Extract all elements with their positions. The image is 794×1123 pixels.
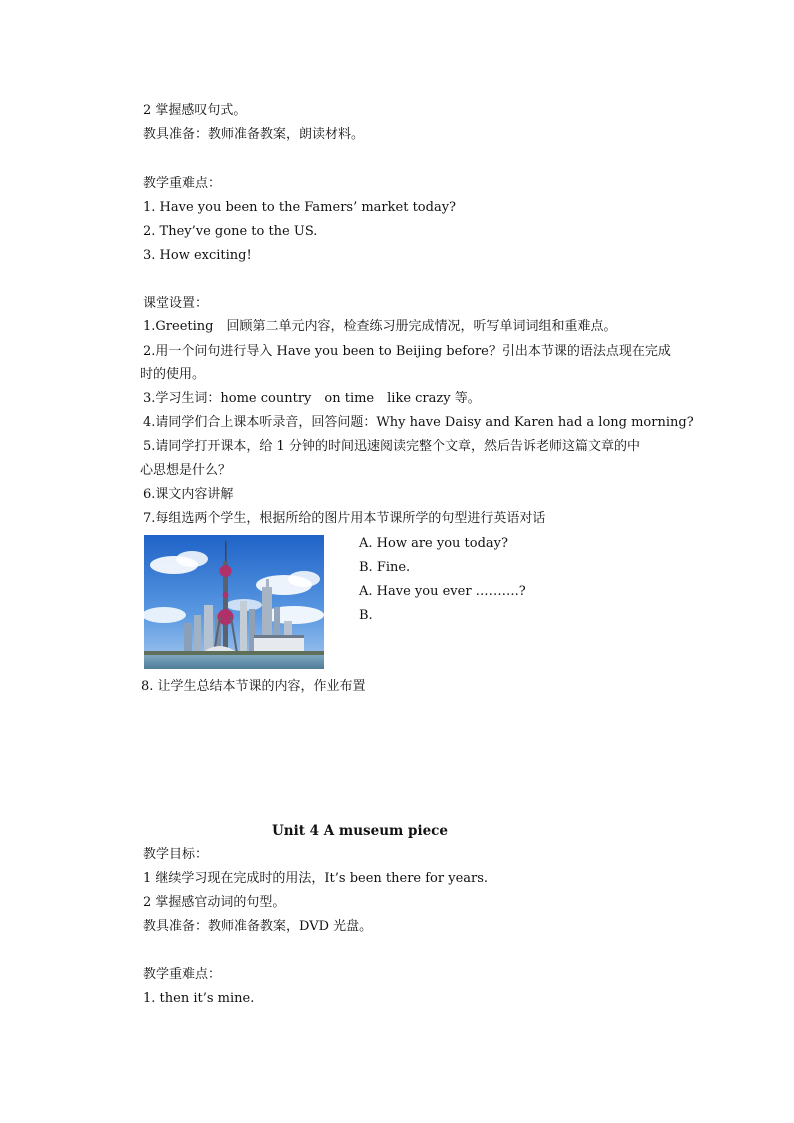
- text-line: 1.Greeting 回顾第二单元内容，检查练习册完成情况，听写单词词组和重难点。: [143, 319, 617, 334]
- heading-class-setup: 课堂设置：: [143, 296, 209, 311]
- text-line: 5.请同学打开课本，给 1 分钟的时间迅速阅读完整个文章，然后告诉老师这篇文章的中: [143, 439, 640, 454]
- text-line: 6.课文内容讲解: [143, 487, 234, 502]
- text-line: 1. Have you been to the Famers’ market today?: [143, 200, 457, 215]
- heading-difficulties: 教学重难点：: [143, 176, 222, 191]
- text-line: 7.每组选两个学生，根据所给的图片用本节课所学的句型进行英语对话: [143, 511, 546, 526]
- text-line: 2 掌握感官动词的句型。: [143, 895, 286, 910]
- unit-title: Unit 4 A museum piece: [272, 823, 448, 839]
- text-line: 4.请同学们合上课本听录音，回答问题：Why have Daisy and Karen had a long morning?: [143, 415, 694, 430]
- dialog-line: B. Fine.: [359, 560, 411, 575]
- skyline-photo: [144, 535, 324, 669]
- text-line: 2 掌握感叹句式。: [143, 103, 247, 118]
- text-line: 3. How exciting!: [143, 248, 252, 263]
- text-line: 2. They’ve gone to the US.: [143, 224, 318, 239]
- heading-objectives: 教学目标：: [143, 847, 209, 862]
- text-line: 1. then it’s mine.: [143, 991, 255, 1006]
- heading-difficulties: 教学重难点：: [143, 967, 222, 982]
- dialog-line: A. How are you today?: [359, 536, 508, 551]
- text-line: 时的使用。: [140, 367, 206, 382]
- text-line: 教具准备：教师准备教案，DVD 光盘。: [143, 919, 373, 934]
- text-line: 教具准备：教师准备教案，朗读材料。: [143, 127, 365, 142]
- dialog-line: A. Have you ever ……….?: [359, 584, 526, 599]
- dialog-line: B.: [359, 608, 373, 623]
- text-line: 1 继续学习现在完成时的用法，It’s been there for years.: [143, 871, 489, 886]
- text-line: 心思想是什么？: [140, 463, 232, 478]
- text-line: 8. 让学生总结本节课的内容，作业布置: [141, 679, 366, 694]
- text-line: 3.学习生词：home country on time like crazy 等。: [143, 391, 481, 406]
- text-line: 2.用一个问句进行导入 Have you been to Beijing before？引出本节课的语法点现在完成: [143, 344, 671, 359]
